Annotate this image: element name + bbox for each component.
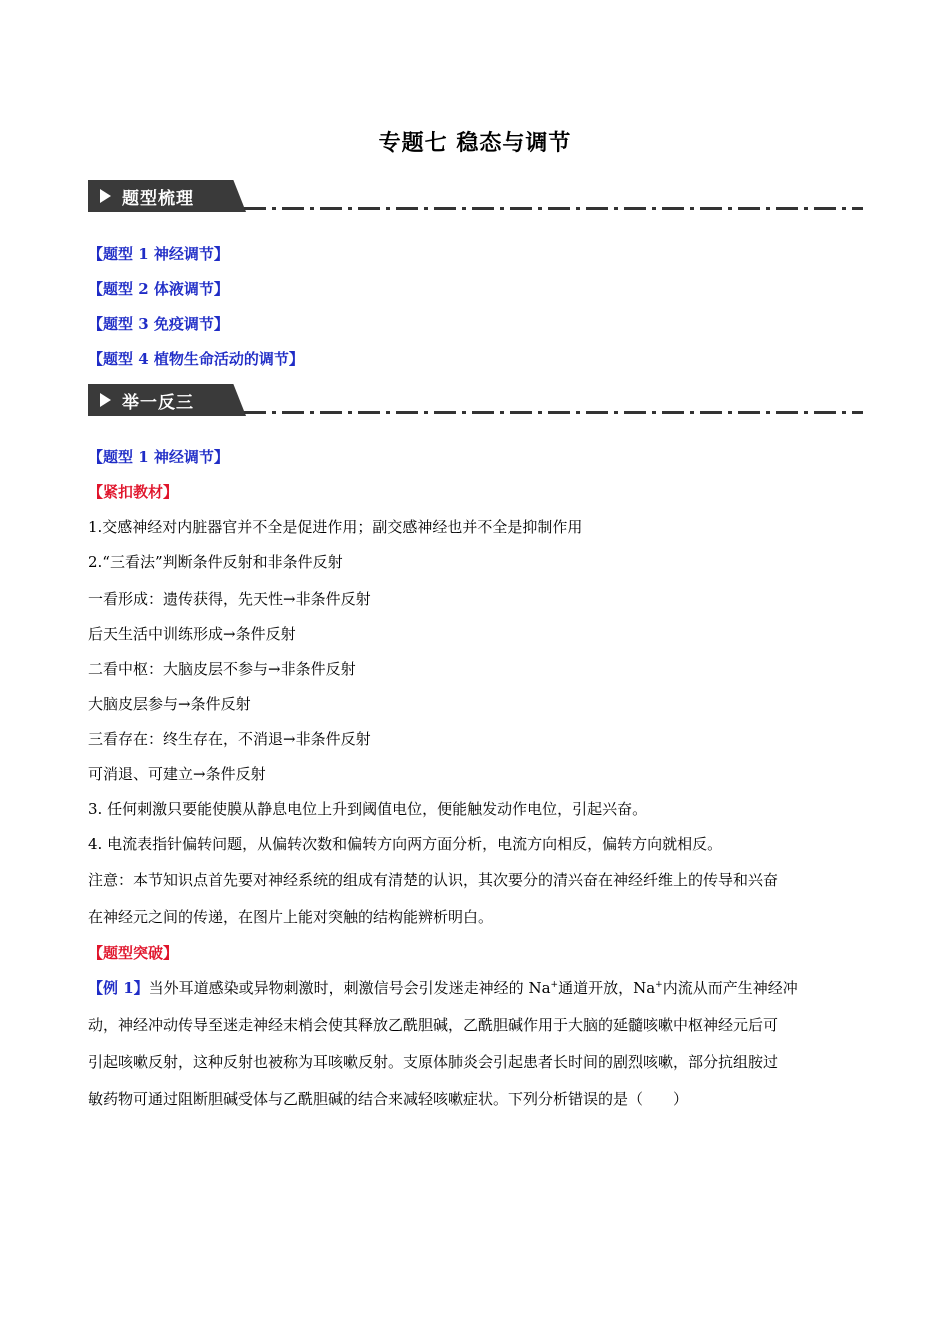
play-triangle-icon	[100, 393, 111, 407]
example-line-2: 动，神经冲动传导至迷走神经末梢会使其释放乙酰胆碱，乙酰胆碱作用于大脑的延髓咳嗽中枢神经元后可	[88, 1016, 779, 1034]
example-line-3: 引起咳嗽反射，这种反射也被称为耳咳嗽反射。支原体肺炎会引起患者长时间的剧烈咳嗽，部分抗组胺过	[88, 1053, 779, 1071]
toc-item-2[interactable]: 【题型 2 体液调节】	[88, 280, 229, 298]
dashed-rule	[244, 411, 863, 414]
banner-label: 举一反三	[122, 393, 194, 413]
point-2: 2.“三看法”判断条件反射和非条件反射	[88, 553, 343, 571]
play-triangle-icon	[100, 189, 111, 203]
point-7: 三看存在：终生存在，不消退→非条件反射	[88, 730, 371, 748]
example-line-4: 敏药物可通过阻断胆碱受体与乙酰胆碱的结合来减轻咳嗽症状。下列分析错误的是（ ）	[88, 1090, 689, 1108]
note-line-1: 注意：本节知识点首先要对神经系统的组成有清楚的认识，其次要分的清兴奋在神经纤维上的传导和兴奋	[88, 871, 779, 889]
banner-question-types	[88, 180, 863, 216]
point-4: 后天生活中训练形成→条件反射	[88, 625, 296, 643]
subheading-textbook: 【紧扣教材】	[88, 483, 179, 501]
banner-label: 题型梳理	[122, 189, 194, 209]
point-9: 3. 任何刺激只要能使膜从静息电位上升到阈值电位，便能触发动作电位，引起兴奋。	[88, 800, 648, 818]
point-8: 可消退、可建立→条件反射	[88, 765, 266, 783]
point-3: 一看形成：遗传获得，先天性→非条件反射	[88, 590, 371, 608]
point-6: 大脑皮层参与→条件反射	[88, 695, 251, 713]
toc-item-1[interactable]: 【题型 1 神经调节】	[88, 245, 229, 263]
toc-item-3[interactable]: 【题型 3 免疫调节】	[88, 315, 229, 333]
banner-practice	[88, 384, 863, 420]
subheading-breakthrough: 【题型突破】	[88, 944, 179, 962]
point-10: 4. 电流表指针偏转问题，从偏转次数和偏转方向两方面分析，电流方向相反，偏转方向就相反。	[88, 835, 723, 853]
point-1: 1.交感神经对内脏器官并不全是促进作用；副交感神经也并不全是抑制作用	[88, 518, 583, 536]
note-line-2: 在神经元之间的传递，在图片上能对突触的结构能辨析明白。	[88, 908, 494, 926]
example-label: 【例 1】	[88, 979, 149, 997]
page-title: 专题七 稳态与调节	[378, 131, 572, 156]
toc-item-4[interactable]: 【题型 4 植物生命活动的调节】	[88, 350, 304, 368]
example-line-1: 【例 1】当外耳道感染或异物刺激时，刺激信号会引发迷走神经的 Na+通道开放，Na+内流从而产生神经冲	[88, 979, 798, 997]
point-5: 二看中枢：大脑皮层不参与→非条件反射	[88, 660, 356, 678]
dashed-rule	[244, 207, 863, 210]
section-heading: 【题型 1 神经调节】	[88, 448, 229, 466]
